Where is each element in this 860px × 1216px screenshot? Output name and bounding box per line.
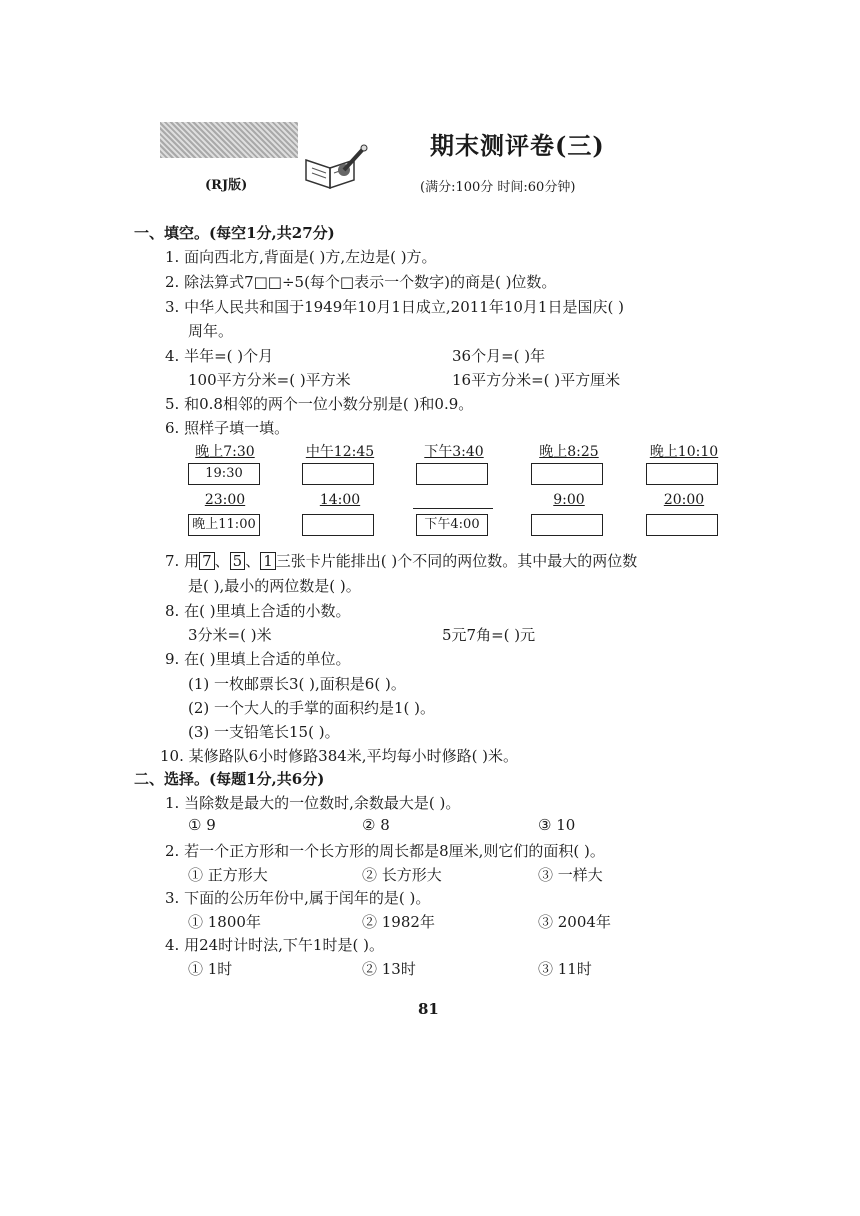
time-answer-box[interactable] xyxy=(531,514,603,536)
question-text: 3. 下面的公历年份中,属于闰年的是( )。 xyxy=(165,889,431,907)
question-text: 三张卡片能排出( )个不同的两位数。其中最大的两位数 xyxy=(275,552,638,570)
time-label: 23:00 xyxy=(204,492,246,508)
option[interactable]: ② 长方形大 xyxy=(362,866,442,884)
time-label: 晚上7:30 xyxy=(195,444,255,460)
question-text: 16平方分米=( )平方厘米 xyxy=(452,371,621,389)
question-text: 10. 某修路队6小时修路384米,平均每小时修路( )米。 xyxy=(160,747,519,765)
option[interactable]: ① 1800年 xyxy=(188,913,261,931)
number-card: 7 xyxy=(199,552,215,570)
time-label: 晚上8:25 xyxy=(539,444,599,460)
question-text: (1) 一枚邮票长3( ),面积是6( )。 xyxy=(188,675,406,693)
time-label: 14:00 xyxy=(319,492,361,508)
book-pen-icon xyxy=(300,140,370,192)
option[interactable]: ② 1982年 xyxy=(362,913,435,931)
question-text: 是( ),最小的两位数是( )。 xyxy=(188,577,361,595)
question-text: 2. 除法算式7□□÷5(每个□表示一个数字)的商是( )位数。 xyxy=(165,273,557,291)
time-answer-box[interactable] xyxy=(416,463,488,485)
question-text: 1. 当除数是最大的一位数时,余数最大是( )。 xyxy=(165,794,461,812)
time-answer-box: 下午4:00 xyxy=(416,514,488,536)
section-heading: 一、填空。(每空1分,共27分) xyxy=(134,224,335,242)
time-answer-box: 晚上11:00 xyxy=(188,514,260,536)
option[interactable]: ② 13时 xyxy=(362,960,416,978)
option[interactable]: ② 8 xyxy=(362,816,390,834)
question-text: 5. 和0.8相邻的两个一位小数分别是( )和0.9。 xyxy=(165,395,474,413)
number-card: 1 xyxy=(260,552,276,570)
time-answer-box[interactable] xyxy=(302,514,374,536)
question-text: 5元7角=( )元 xyxy=(442,626,536,644)
question-text: 3. 中华人民共和国于1949年10月1日成立,2011年10月1日是国庆( ) xyxy=(165,298,624,316)
question-text: 100平方分米=( )平方米 xyxy=(188,371,351,389)
option[interactable]: ③ 11时 xyxy=(538,960,592,978)
time-label: 晚上10:10 xyxy=(649,444,719,460)
option[interactable]: ① 正方形大 xyxy=(188,866,268,884)
question-text: 7. 用 xyxy=(165,552,200,570)
edition-label: (RJ版) xyxy=(205,178,248,193)
page-number: 81 xyxy=(418,1000,439,1018)
question-text: 6. 照样子填一填。 xyxy=(165,419,290,437)
question-7: 7. 用 7 、 5 、 1 三张卡片能排出( )个不同的两位数。其中最大的两位数 xyxy=(165,552,638,570)
time-label: 9:00 xyxy=(553,492,585,508)
option[interactable]: ③ 10 xyxy=(538,816,576,834)
number-card: 5 xyxy=(230,552,246,570)
question-text: (3) 一支铅笔长15( )。 xyxy=(188,723,340,741)
option[interactable]: ① 1时 xyxy=(188,960,233,978)
question-text: 36个月=( )年 xyxy=(452,347,546,365)
time-answer-box[interactable] xyxy=(531,463,603,485)
page-title: 期末测评卷(三) xyxy=(430,131,605,160)
question-text: 2. 若一个正方形和一个长方形的周长都是8厘米,则它们的面积( )。 xyxy=(165,842,605,860)
question-text: 9. 在( )里填上合适的单位。 xyxy=(165,650,351,668)
time-answer-box[interactable] xyxy=(302,463,374,485)
time-label: 下午3:40 xyxy=(424,444,484,460)
option[interactable]: ① 9 xyxy=(188,816,216,834)
question-text: 3分米=( )米 xyxy=(188,626,272,644)
header-banner-decoration xyxy=(160,122,298,158)
time-label: 20:00 xyxy=(663,492,705,508)
time-label: 中午12:45 xyxy=(305,444,375,460)
time-answer-box: 19:30 xyxy=(188,463,260,485)
question-text: 周年。 xyxy=(188,322,234,340)
option[interactable]: ③ 2004年 xyxy=(538,913,611,931)
time-answer-box[interactable] xyxy=(646,463,718,485)
exam-meta: (满分:100分 时间:60分钟) xyxy=(420,180,576,195)
question-text: 4. 半年=( )个月 xyxy=(165,347,274,365)
section-heading: 二、选择。(每题1分,共6分) xyxy=(134,770,325,788)
question-text: 4. 用24时计时法,下午1时是( )。 xyxy=(165,936,384,954)
question-text: 8. 在( )里填上合适的小数。 xyxy=(165,602,351,620)
time-answer-box[interactable] xyxy=(646,514,718,536)
option[interactable]: ③ 一样大 xyxy=(538,866,603,884)
question-text: 1. 面向西北方,背面是( )方,左边是( )方。 xyxy=(165,248,437,266)
time-label-blank[interactable] xyxy=(413,492,493,509)
question-text: (2) 一个大人的手掌的面积约是1( )。 xyxy=(188,699,436,717)
